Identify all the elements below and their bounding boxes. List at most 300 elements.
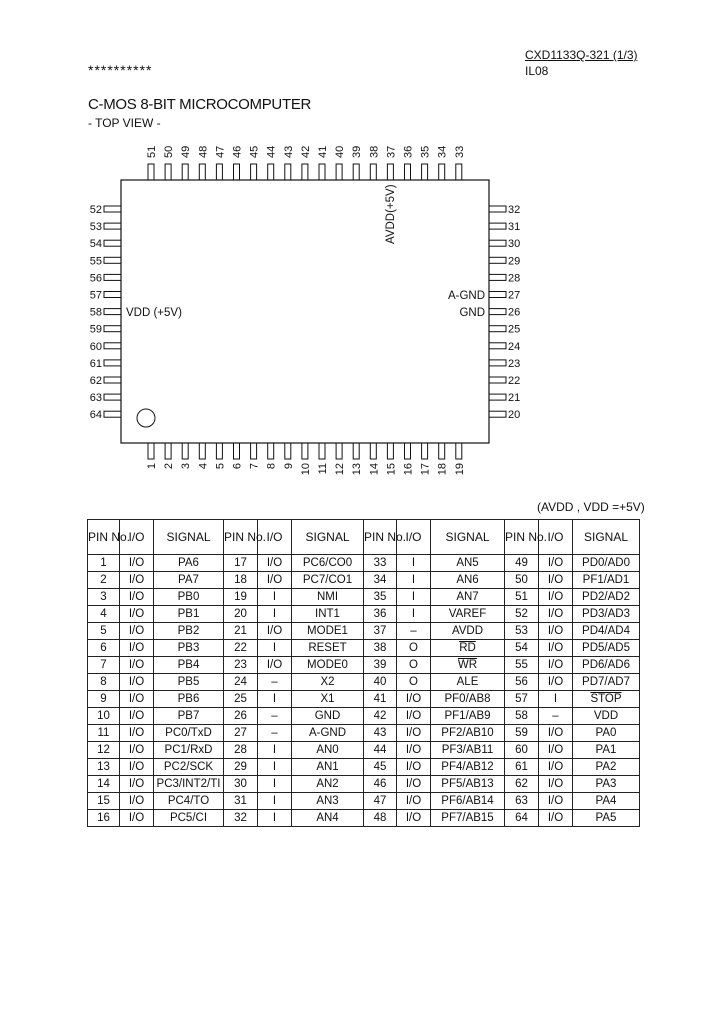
left-pin-number: 58 [89, 306, 102, 319]
table-cell: I/O [397, 691, 431, 708]
left-pin-53 [104, 223, 121, 229]
bottom-pin-number: 19 [453, 463, 466, 476]
table-cell: 63 [505, 793, 539, 810]
table-cell: PF5/AB13 [431, 776, 505, 793]
table-cell: I/O [258, 572, 292, 589]
table-cell: PF4/AB12 [431, 759, 505, 776]
table-cell: PA0 [573, 725, 640, 742]
bottom-pin-number: 17 [419, 463, 432, 476]
table-cell: PB2 [154, 623, 224, 640]
top-pin-number: 40 [334, 145, 347, 158]
table-cell: 29 [224, 759, 258, 776]
right-pin-number: 22 [508, 375, 521, 387]
top-pin-38 [370, 164, 376, 180]
table-cell: X2 [292, 674, 364, 691]
table-cell: 32 [224, 810, 258, 827]
top-pin-number: 45 [248, 145, 261, 158]
table-cell: 23 [224, 657, 258, 674]
bottom-pin-18 [439, 443, 445, 459]
table-cell: AN7 [431, 589, 505, 606]
table-cell: PA5 [573, 810, 640, 827]
right-pin-number: 31 [508, 221, 521, 234]
table-cell: I/O [539, 725, 573, 742]
table-cell: I/O [539, 810, 573, 827]
table-cell: O [397, 640, 431, 657]
table-cell: I/O [120, 725, 154, 742]
table-cell: 15 [88, 793, 120, 810]
table-cell: I/O [120, 708, 154, 725]
table-cell: I/O [120, 759, 154, 776]
table-cell: $\overline{WR}$ [431, 657, 505, 674]
right-pin-number: 32 [508, 204, 521, 216]
column-header: SIGNAL [154, 520, 224, 555]
table-row [88, 640, 640, 657]
table-cell: – [258, 725, 292, 742]
table-cell: 18 [224, 572, 258, 589]
table-cell: 8 [88, 674, 120, 691]
table-cell: 45 [364, 759, 397, 776]
bottom-pin-number: 18 [436, 463, 449, 476]
bottom-pin-14 [370, 443, 376, 459]
table-cell: I/O [120, 742, 154, 759]
top-pin-number: 34 [436, 145, 449, 158]
top-pin-row [146, 146, 466, 180]
column-header: I/O [539, 520, 573, 555]
table-cell: I/O [120, 674, 154, 691]
right-pin-number: 27 [508, 289, 521, 302]
top-pin-36 [405, 164, 411, 180]
table-cell: I/O [397, 793, 431, 810]
table-cell: O [397, 657, 431, 674]
table-cell: 62 [505, 776, 539, 793]
table-cell: PA4 [573, 793, 640, 810]
table-cell: 42 [364, 708, 397, 725]
table-cell: PA6 [154, 555, 224, 572]
top-pin-number: 46 [231, 145, 244, 158]
top-pin-50 [165, 164, 171, 180]
table-cell: 31 [224, 793, 258, 810]
right-pin-21 [489, 394, 506, 400]
bottom-pin-8 [268, 443, 274, 459]
bottom-pin-15 [387, 443, 393, 459]
table-cell: AVDD [431, 623, 505, 640]
table-cell: AN3 [292, 793, 364, 810]
table-cell: PB7 [154, 708, 224, 725]
table-cell: 43 [364, 725, 397, 742]
bottom-pin-number: 3 [180, 463, 193, 470]
table-cell: I/O [120, 776, 154, 793]
bottom-pin-number: 9 [282, 463, 295, 470]
table-cell: PC1/RxD [154, 742, 224, 759]
top-pin-37 [387, 164, 393, 180]
table-cell: 56 [505, 674, 539, 691]
top-pin-43 [285, 164, 291, 180]
bottom-pin-19 [456, 443, 462, 459]
table-cell: PC3/INT2/TI [154, 776, 224, 793]
table-cell: 2 [88, 572, 120, 589]
table-cell: MODE0 [292, 657, 364, 674]
table-cell: 12 [88, 742, 120, 759]
table-cell: O [397, 674, 431, 691]
bottom-pin-6 [234, 443, 240, 459]
table-cell: 33 [364, 555, 397, 572]
left-pin-56 [104, 274, 121, 280]
table-cell: I [258, 810, 292, 827]
top-pin-number: 43 [282, 145, 295, 158]
column-header: PIN No. [505, 520, 539, 555]
table-cell: I/O [397, 776, 431, 793]
bottom-pin-number: 2 [163, 463, 176, 470]
right-pin-number: 29 [508, 255, 521, 268]
table-cell: 3 [88, 589, 120, 606]
table-cell: PB3 [154, 640, 224, 657]
left-pin-number: 54 [89, 238, 102, 251]
table-cell: PD4/AD4 [573, 623, 640, 640]
table-cell: PB5 [154, 674, 224, 691]
table-cell: I [258, 759, 292, 776]
table-cell: 21 [224, 623, 258, 640]
table-cell: I [397, 589, 431, 606]
table-cell: ALE [431, 674, 505, 691]
table-cell: 39 [364, 657, 397, 674]
table-cell: STOP [573, 691, 640, 708]
right-pin-row [489, 204, 520, 421]
table-cell: 53 [505, 623, 539, 640]
table-cell: – [258, 674, 292, 691]
vdd-label: VDD (+5V) [126, 307, 182, 319]
bottom-pin-9 [285, 443, 291, 459]
table-cell: I/O [397, 759, 431, 776]
table-cell: PD3/AD3 [573, 606, 640, 623]
table-cell: 6 [88, 640, 120, 657]
table-cell: I [258, 742, 292, 759]
table-cell: PD5/AD5 [573, 640, 640, 657]
top-pin-46 [234, 164, 240, 180]
table-cell: I/O [539, 776, 573, 793]
top-pin-39 [353, 164, 359, 180]
table-cell: PD6/AD6 [573, 657, 640, 674]
table-cell: I/O [120, 606, 154, 623]
top-pin-number: 38 [368, 145, 381, 158]
table-cell: I/O [258, 555, 292, 572]
bottom-pin-1 [148, 443, 154, 459]
table-cell: 35 [364, 589, 397, 606]
table-cell: I/O [258, 623, 292, 640]
table-cell: I/O [397, 742, 431, 759]
table-cell: I/O [539, 589, 573, 606]
left-pin-52 [104, 206, 121, 212]
right-pin-number: 23 [508, 357, 521, 370]
table-cell: 11 [88, 725, 120, 742]
table-cell: I/O [120, 691, 154, 708]
table-cell: I [258, 589, 292, 606]
table-cell: 19 [224, 589, 258, 606]
table-cell: 49 [505, 555, 539, 572]
top-pin-40 [336, 164, 342, 180]
table-cell: PF3/AB11 [431, 742, 505, 759]
bottom-pin-number: 4 [197, 463, 210, 470]
table-cell: I/O [120, 657, 154, 674]
bottom-pin-13 [353, 443, 359, 459]
left-pin-55 [104, 257, 121, 263]
table-cell: – [539, 708, 573, 725]
table-cell: 5 [88, 623, 120, 640]
table-row [88, 691, 640, 708]
table-cell: – [258, 708, 292, 725]
table-cell: I/O [120, 555, 154, 572]
top-pin-number: 36 [402, 145, 415, 158]
top-pin-number: 39 [351, 145, 364, 158]
table-cell: I/O [120, 589, 154, 606]
left-pin-64 [104, 411, 121, 417]
table-cell: 34 [364, 572, 397, 589]
table-cell: – [397, 623, 431, 640]
column-header: SIGNAL [573, 520, 640, 555]
table-cell: PB1 [154, 606, 224, 623]
bottom-pin-16 [405, 443, 411, 459]
table-cell: PB4 [154, 657, 224, 674]
right-pin-30 [489, 240, 506, 246]
table-cell: 22 [224, 640, 258, 657]
bottom-pin-4 [199, 443, 205, 459]
table-cell: PF7/AB15 [431, 810, 505, 827]
table-row [88, 555, 640, 572]
right-pin-number: 20 [508, 409, 521, 422]
bottom-pin-3 [182, 443, 188, 459]
table-cell: I [258, 793, 292, 810]
bottom-pin-number: 14 [368, 463, 381, 476]
table-cell: I [258, 691, 292, 708]
table-cell: AN5 [431, 555, 505, 572]
table-row [88, 674, 640, 691]
top-pin-number: 47 [214, 145, 227, 158]
right-pin-20 [489, 411, 506, 417]
table-cell: AN2 [292, 776, 364, 793]
bottom-pin-7 [251, 443, 257, 459]
column-header: I/O [397, 520, 431, 555]
column-header: I/O [120, 520, 154, 555]
left-pin-number: 59 [89, 323, 102, 336]
left-pin-number: 55 [89, 255, 102, 268]
column-header: SIGNAL [431, 520, 505, 555]
table-row [88, 589, 640, 606]
table-cell: I/O [539, 674, 573, 691]
table-row [88, 793, 640, 810]
masked-model-name: ********** [88, 62, 153, 78]
column-header: PIN No. [224, 520, 258, 555]
table-cell: 16 [88, 810, 120, 827]
bottom-pin-11 [319, 443, 325, 459]
top-pin-number: 48 [197, 145, 210, 158]
bottom-pin-10 [302, 443, 308, 459]
table-cell: 14 [88, 776, 120, 793]
bottom-pin-number: 8 [265, 463, 278, 470]
table-cell: PF2/AB10 [431, 725, 505, 742]
table-cell: 44 [364, 742, 397, 759]
table-cell: I [539, 691, 573, 708]
table-cell: PD7/AD7 [573, 674, 640, 691]
table-row [88, 572, 640, 589]
right-pin-number: 30 [508, 238, 521, 251]
bottom-pin-number: 5 [214, 463, 227, 470]
top-pin-number: 37 [385, 145, 398, 158]
table-cell: PF0/AB8 [431, 691, 505, 708]
top-pin-49 [182, 164, 188, 180]
table-cell: PF1/AB9 [431, 708, 505, 725]
table-row [88, 776, 640, 793]
column-header: PIN No. [88, 520, 120, 555]
left-pin-row [90, 204, 121, 421]
top-pin-number: 42 [299, 145, 312, 158]
left-pin-number: 63 [89, 392, 102, 405]
left-pin-number: 52 [89, 204, 102, 216]
top-pin-51 [148, 164, 154, 180]
bottom-pin-number: 1 [146, 463, 158, 470]
view-subtitle: - TOP VIEW - [88, 116, 161, 130]
table-cell: 57 [505, 691, 539, 708]
table-cell: PA3 [573, 776, 640, 793]
table-cell: AN1 [292, 759, 364, 776]
table-cell: 37 [364, 623, 397, 640]
page-title: C-MOS 8-BIT MICROCOMPUTER [88, 96, 312, 113]
table-cell: I/O [539, 657, 573, 674]
left-pin-60 [104, 343, 121, 349]
table-cell: I/O [120, 793, 154, 810]
top-pin-35 [422, 164, 428, 180]
top-pin-41 [319, 164, 325, 180]
bottom-pin-number: 12 [334, 463, 347, 476]
table-cell: I/O [539, 742, 573, 759]
table-cell: I/O [539, 572, 573, 589]
bottom-pin-5 [216, 443, 222, 459]
top-pin-47 [216, 164, 222, 180]
table-cell: PF1/AD1 [573, 572, 640, 589]
bottom-pin-number: 15 [385, 463, 398, 476]
table-cell: I [258, 776, 292, 793]
bottom-pin-row [146, 443, 466, 475]
table-cell: PC4/TO [154, 793, 224, 810]
table-cell: 26 [224, 708, 258, 725]
table-cell: I/O [539, 555, 573, 572]
table-row [88, 708, 640, 725]
table-cell: 48 [364, 810, 397, 827]
table-body [88, 555, 640, 827]
package-pinout-diagram [0, 0, 720, 500]
table-cell: PA2 [573, 759, 640, 776]
table-cell: I/O [120, 623, 154, 640]
table-cell: I/O [539, 793, 573, 810]
table-cell: I [258, 606, 292, 623]
table-cell: I/O [258, 657, 292, 674]
table-cell: VDD [573, 708, 640, 725]
table-cell: PC5/CI [154, 810, 224, 827]
table-cell: 61 [505, 759, 539, 776]
table-cell: 64 [505, 810, 539, 827]
left-pin-62 [104, 377, 121, 383]
table-row [88, 725, 640, 742]
table-cell: PF6/AB14 [431, 793, 505, 810]
table-cell: I [397, 606, 431, 623]
right-pin-number: 21 [508, 392, 521, 405]
table-cell: AN6 [431, 572, 505, 589]
pin1-marker [137, 409, 155, 427]
table-cell: PC7/CO1 [292, 572, 364, 589]
column-header: SIGNAL [292, 520, 364, 555]
top-pin-number: 51 [146, 145, 158, 158]
table-cell: 41 [364, 691, 397, 708]
top-pin-number: 35 [419, 145, 432, 158]
top-pin-42 [302, 164, 308, 180]
right-pin-23 [489, 360, 506, 366]
table-cell: 10 [88, 708, 120, 725]
bottom-pin-number: 11 [317, 463, 329, 475]
right-pin-26 [489, 309, 506, 315]
table-cell: 20 [224, 606, 258, 623]
table-cell: I [258, 640, 292, 657]
table-cell: 7 [88, 657, 120, 674]
right-pin-22 [489, 377, 506, 383]
table-cell: AN4 [292, 810, 364, 827]
table-cell: I/O [397, 810, 431, 827]
top-pin-34 [439, 164, 445, 180]
table-cell: PB6 [154, 691, 224, 708]
bottom-pin-number: 6 [231, 463, 244, 470]
left-pin-63 [104, 394, 121, 400]
right-pin-number: 25 [508, 323, 521, 336]
table-row [88, 623, 640, 640]
bottom-pin-17 [422, 443, 428, 459]
right-pin-number: 24 [508, 340, 521, 353]
table-cell: PA1 [573, 742, 640, 759]
table-cell: X1 [292, 691, 364, 708]
table-cell: I/O [120, 640, 154, 657]
top-pin-number: 50 [163, 145, 176, 158]
table-cell: $\overline{RD}$ [431, 640, 505, 657]
table-row [88, 657, 640, 674]
bottom-pin-number: 16 [402, 463, 415, 476]
left-pin-57 [104, 292, 121, 298]
bottom-pin-12 [336, 443, 342, 459]
table-cell: 54 [505, 640, 539, 657]
supply-note: (AVDD , VDD =+5V) [537, 500, 645, 514]
left-pin-61 [104, 360, 121, 366]
table-cell: PC0/TxD [154, 725, 224, 742]
right-pin-28 [489, 274, 506, 280]
left-pin-59 [104, 326, 121, 332]
left-pin-number: 64 [89, 409, 102, 422]
right-pin-27 [489, 292, 506, 298]
bottom-pin-number: 7 [248, 463, 261, 470]
table-cell: 24 [224, 674, 258, 691]
right-pin-32 [489, 206, 506, 212]
table-cell: 13 [88, 759, 120, 776]
table-cell: I/O [397, 708, 431, 725]
table-header-row [88, 520, 640, 555]
document-code: IL08 [525, 64, 549, 78]
avdd-label: AVDD(+5V) [385, 184, 397, 244]
table-cell: GND [292, 708, 364, 725]
bottom-pin-number: 10 [299, 463, 312, 476]
left-pin-number: 56 [89, 272, 102, 285]
part-number: CXD1133Q-321 (1/3) [525, 48, 638, 62]
table-cell: VAREF [431, 606, 505, 623]
top-pin-number: 41 [317, 145, 329, 158]
table-cell: 59 [505, 725, 539, 742]
table-cell: MODE1 [292, 623, 364, 640]
top-pin-33 [456, 164, 462, 180]
pin-assignment-table [87, 519, 640, 827]
gnd-label: GND [459, 307, 485, 319]
